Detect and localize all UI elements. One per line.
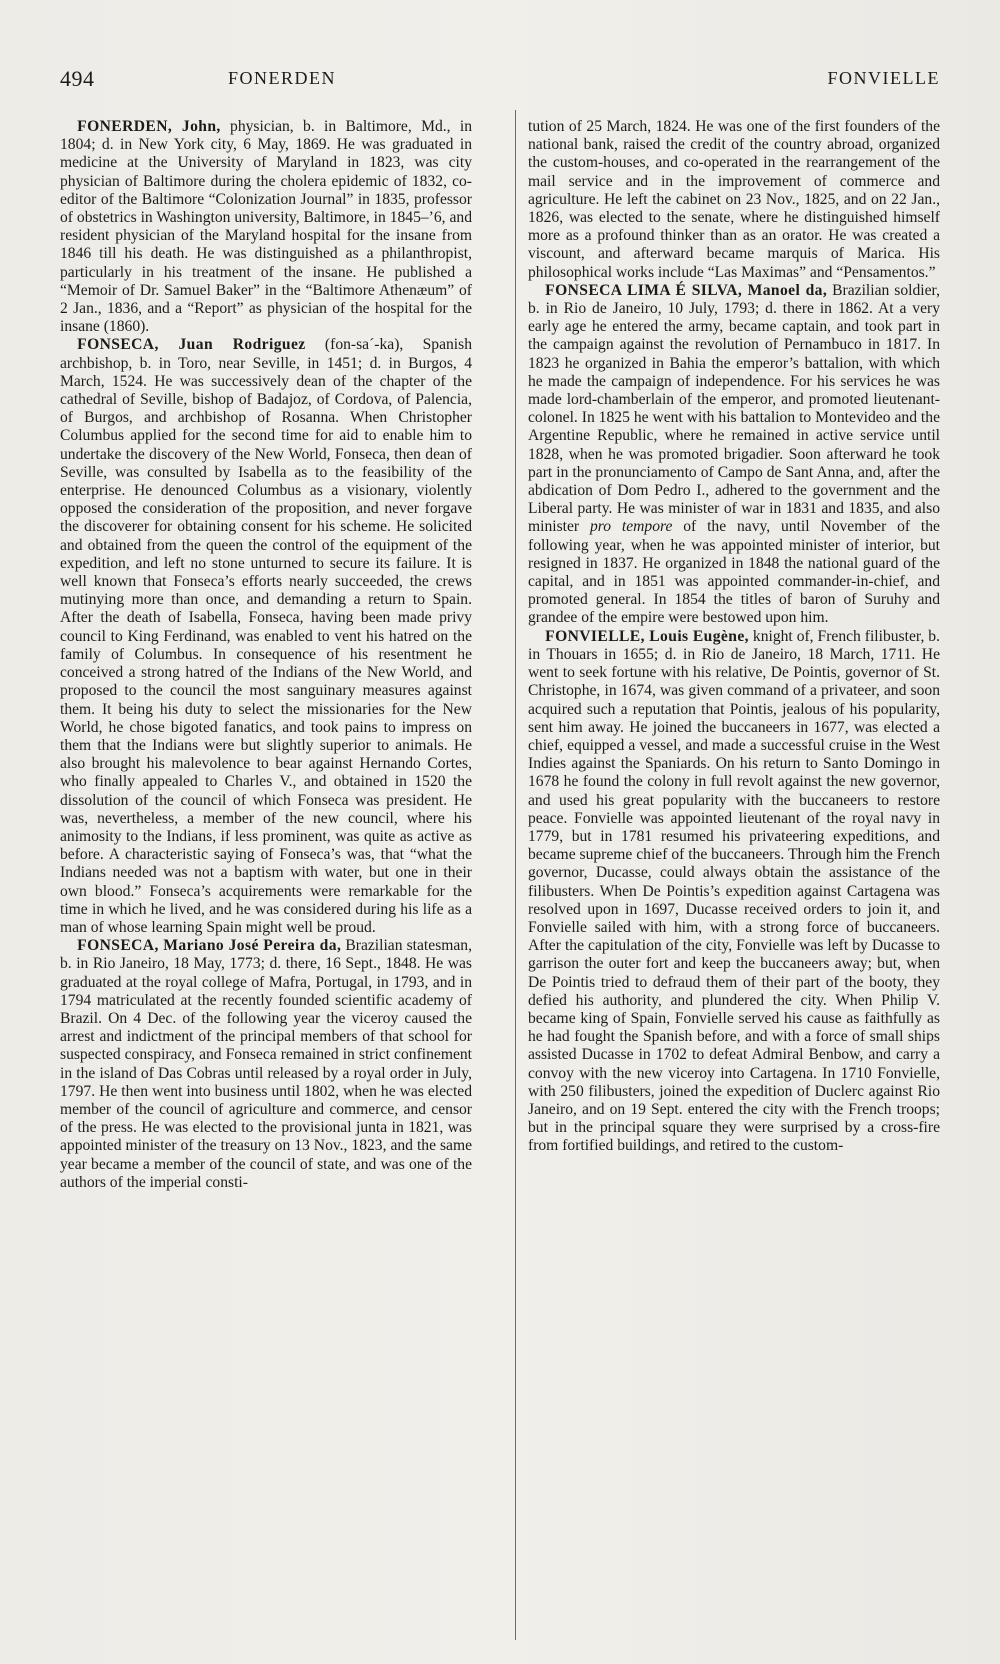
entry-text: of the navy, until November of the following year, when he was appointed minister of interior, but resigned in 1837. He organized in 1848 the national guard of the capital, and in 1851 was appointed commander-in-chief, and promoted general. In 1854 the titles of baron of Suruhy and grandee of the empire were bestowed upon him.: [528, 518, 940, 627]
page-header: [60, 66, 960, 96]
entry-fonvielle-louis: [528, 628, 940, 1156]
entry-fonseca-juan: [60, 336, 472, 937]
entry-fonseca-mariano: [60, 937, 472, 1192]
headword: FONVIELLE, Louis Eugène,: [545, 627, 749, 645]
entry-text: Brazilian statesman, b. in Rio Janeiro, 18 May, 1773; d. there, 16 Sept., 1848. He was graduated at the royal college of Mafra, Portugal, in 1793, and in 1794 matriculated at the recently founded scientific academy of Brazil. On 4 Dec. of the following year the viceroy caused the arrest and indictment of the principal members of that school for suspected conspiracy, and Fonseca remained in strict confinement in the island of Das Cobras until released by a royal order in July, 1797. He then went into business until 1802, when he was elected member of the council of agriculture and commerce, and censor of the press. He was elected to the provisional junta in 1821, was appointed minister of the treasury on 13 Nov., 1823, and the same year became a member of the council of state, and was one of the authors of the imperial consti-: [60, 937, 473, 1191]
entry-fonseca-lima: [528, 282, 940, 628]
headword: FONSECA LIMA É SILVA, Manoel da,: [545, 281, 828, 299]
entry-text: physician, b. in Baltimore, Md., in 1804; d. in New York city, 6 May, 1869. He was graduated in medicine at the University of Maryland in 1823, was city physician of Baltimore during the cholera epidemic of 1832, co-editor of the Baltimore “Colonization Journal” in 1835, professor of obstetrics in Washington university, Baltimore, in 1845–’6, and resident physician of the Maryland hospital for the insane from 1846 till his death. He was distinguished as a philanthropist, particularly in his treatment of the insane. He published a “Memoir of Dr. Samuel Baker” in the “Baltimore Athenæum” of 2 Jan., 1836, and a “Report” as physician of the hospital for the insane (1860).: [60, 118, 472, 336]
italic-phrase: pro tempore: [589, 518, 673, 536]
right-column: [528, 118, 940, 1156]
entry-text: knight of, French filibuster, b. in Thouars in 1655; d. in Rio de Janeiro, 18 March, 1711. He went to seek fortune with his relative, De Pointis, governor of St. Christophe, in 1674, was given command of a privateer, and soon acquired such a reputation that Pointis, jealous of his popularity, sent him away. He joined the buccaneers in 1677, was elected a chief, equipped a vessel, and made a successful cruise in the West Indies against the Spaniards. On his return to Santo Domingo in 1678 he found the colony in full revolt against the new governor, and used his great popularity with the buccaneers to restore peace. Fonvielle was appointed lieutenant of the royal navy in 1779, but in 1781 resumed his privateering expeditions, and became supreme chief of the buccaneers. Through him the French governor, Ducasse, could always obtain the assistance of the filibusters. When De Pointis’s expedition against Cartagena was resolved upon in 1697, Ducasse received orders to join it, and Fonvielle sailed with him, with a strong force of buccaneers. After the capitulation of the city, Fonvielle was left by Ducasse to garrison the outer fort and keep the buccaneers away; but, when De Pointis tried to defraud them of their part of the booty, they defied his authority, and plundered the city. When Philip V. became king of Spain, Fonvielle served his cause as faithfully as he had fought the Spanish before, and with a force of small ships assisted Ducasse in 1702 to defeat Admiral Benbow, and carry a convoy with the new viceroy into Cartagena. In 1710 Fonvielle, with 250 filibusters, joined the expedition of Duclerc against Rio Janeiro, and on 19 Sept. entered the city with the French troops; but in the principal square they were surprised by a cross-fire from fortified buildings, and retired to the custom-: [528, 627, 940, 1155]
entry-text: (fon-sa´-ka), Spanish archbishop, b. in Toro, near Seville, in 1451; d. in Burgos, 4 March, 1524. He was successively dean of the chapter of the cathedral of Seville, bishop of Badajoz, of Cordova, of Palencia, of Burgos, and archbishop of Rosanna. When Christopher Columbus applied for the second time for aid to enable him to undertake the discovery of the New World, Fonseca, then dean of Seville, was consulted by Isabella as to the feasibility of the enterprise. He denounced Columbus as a visionary, violently opposed the consideration of the proposition, and never forgave the discoverer for obtaining consent for his scheme. He solicited and obtained from the queen the control of the equipment of the expedition, and left no stone unturned to secure its failure. It is well known that Fonseca’s efforts nearly succeeded, the crews mutinying more than once, and demanding a return to Spain. After the death of Isabella, Fonseca, having been made privy council to King Ferdinand, was enabled to vent his hatred on the family of Columbus. In consequence of his resentment he conceived a strong hatred of the Indians of the New World, and proposed to the council the most sanguinary measures against them. It being his duty to select the missionaries for the New World, he chose bigoted fanatics, and took pains to impress on them that the Indians were but slightly superior to animals. He also brought his malevolence to bear against Hernando Cortes, who finally appealed to Charles V., and obtained in 1520 the dissolution of the council of which Fonseca was president. He was, nevertheless, a member of the new council, where his animosity to the Indians, if less prominent, was quite as active as before. A characteristic saying of Fonseca’s was, that “what the Indians needed was not a baptism with water, but one in their own blood.” Fonseca’s acquirements were remarkable for the time in which he lived, and he was considered during his life as a man of whose learning Spain might well be proud.: [60, 336, 472, 936]
entry-text: tution of 25 March, 1824. He was one of the first founders of the national bank, raised the credit of the country abroad, organized the custom-houses, and co-operated in the rearrangement of the mail service and in the improvement of commerce and agriculture. He left the cabinet on 23 Nov., 1825, and on 22 Jan., 1826, was elected to the senate, where he distinguished himself more as a profound thinker than as an orator. He was created a viscount, and afterward became marquis of Marica. His philosophical works include “Las Maximas” and “Pensamentos.”: [528, 118, 940, 281]
entry-fonseca-mariano-continued: [528, 118, 940, 282]
headword: FONERDEN, John,: [77, 118, 221, 135]
entry-text: Brazilian soldier, b. in Rio de Janeiro, 10 July, 1793; d. there in 1862. At a very early age he entered the army, became captain, and took part in the campaign against the revolution of Pernambuco in 1817. In 1823 he organized in Bahia the emperor’s battalion, with which he made the campaign of independence. For his services he was made lord-chamberlain of the emperor, and promoted lieutenant-colonel. In 1825 he went with his battalion to Montevideo and the Argentine Republic, where he remained in active service until 1828, when he was promoted brigadier. Soon afterward he took part in the pronunciamento of Campo de Sant Anna, and, after the abdication of Dom Pedro I., adhered to the government and the Liberal party. He was minister of war in 1831 and 1835, and also minister: [528, 281, 940, 536]
running-head-right: FONVIELLE: [827, 68, 940, 88]
headword: FONSECA, Mariano José Pereira da,: [77, 937, 342, 955]
running-head-left: FONERDEN: [228, 68, 337, 88]
page-number: 494: [60, 66, 95, 91]
entry-fonerden-john: [60, 118, 472, 336]
column-divider: [515, 110, 516, 1640]
headword: FONSECA, Juan Rodriguez: [77, 336, 306, 354]
left-column: [60, 118, 472, 1192]
